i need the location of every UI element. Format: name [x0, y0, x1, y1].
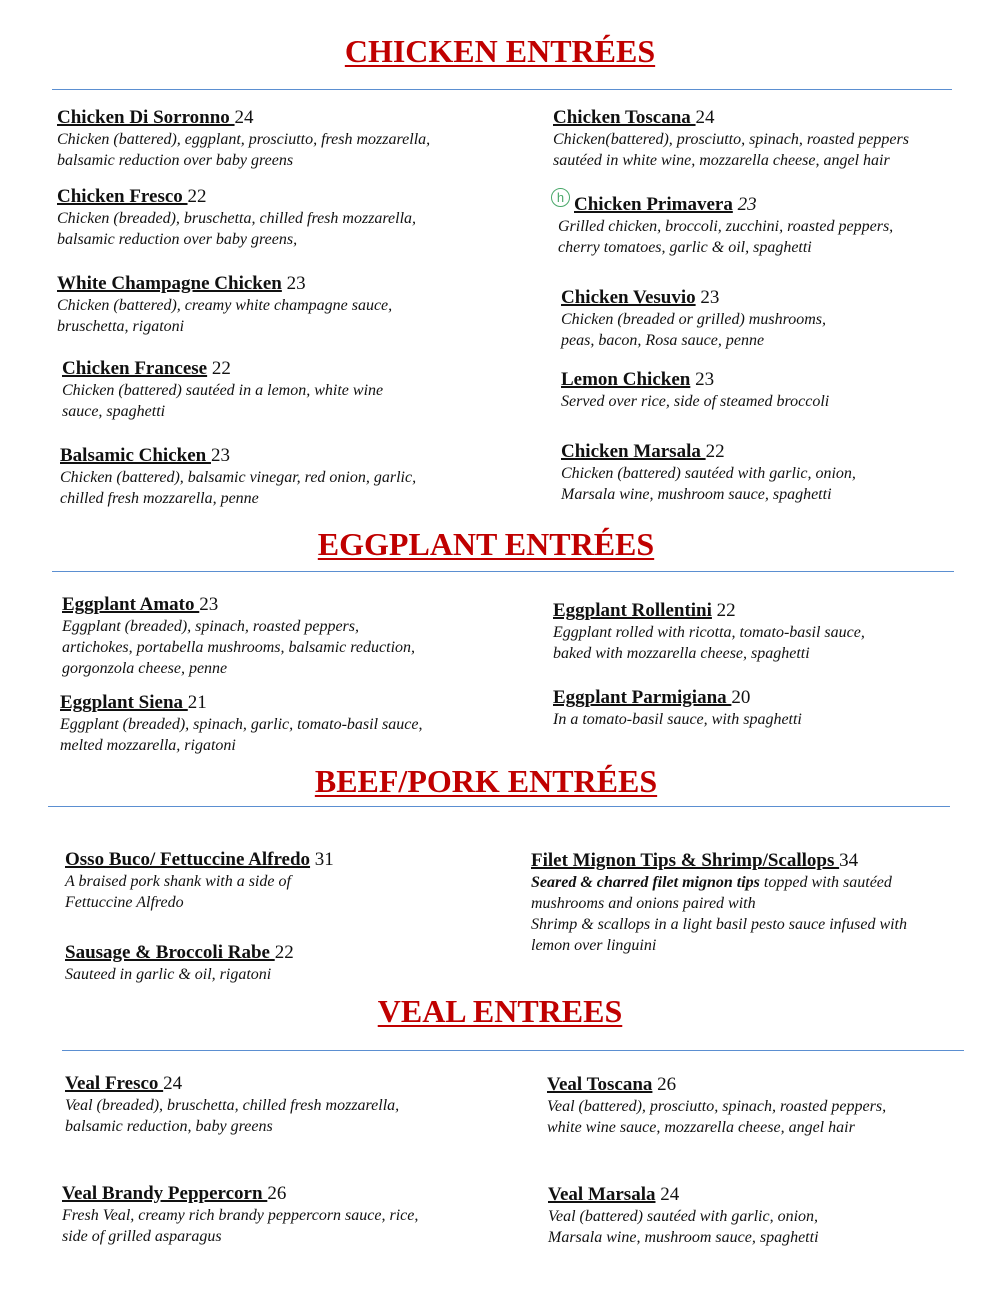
- section-divider: [62, 1050, 964, 1051]
- item-name: Chicken Di Sorronno: [57, 107, 235, 128]
- item-description: Grilled chicken, broccoli, zucchini, roasted peppers,: [558, 218, 894, 235]
- item-name: Chicken Fresco: [57, 186, 188, 207]
- section-heading-eggplant: EGGPLANT ENTRÉES: [317, 526, 655, 562]
- item-description: balsamic reduction, baby greens: [65, 1118, 273, 1135]
- item-price: 23: [281, 273, 306, 294]
- item-name: White Champagne Chicken: [57, 273, 282, 294]
- item-price: 23: [732, 194, 757, 215]
- item-name: Eggplant Amato: [62, 594, 200, 615]
- item-price: 24: [163, 1073, 183, 1094]
- item-description: peas, bacon, Rosa sauce, penne: [561, 332, 765, 349]
- item-price: 22: [705, 441, 725, 462]
- item-name: Balsamic Chicken: [60, 445, 211, 466]
- menu-item: [60, 445, 490, 509]
- item-name: Filet Mignon Tips & Shrimp/Scallops: [531, 850, 840, 871]
- menu-item: [558, 194, 988, 258]
- item-price: 23: [690, 369, 715, 390]
- item-description: balsamic reduction over baby greens: [57, 152, 294, 169]
- item-description: Eggplant (breaded), spinach, garlic, tomato-basil sauce,: [60, 716, 423, 733]
- menu-item: [548, 1184, 978, 1248]
- item-price: 23: [199, 594, 219, 615]
- item-description: melted mozzarella, rigatoni: [60, 737, 236, 754]
- item-description: Marsala wine, mushroom sauce, spaghetti: [548, 1229, 819, 1246]
- menu-item: [553, 107, 983, 171]
- section-divider: [52, 89, 952, 90]
- item-price: 22: [187, 186, 207, 207]
- item-price: 24: [695, 107, 715, 128]
- item-price: 21: [187, 692, 207, 713]
- menu-item: [62, 358, 492, 422]
- item-description: sautéed in white wine, mozzarella cheese, angel hair: [553, 152, 890, 169]
- menu-item: [561, 369, 991, 412]
- item-price: 22: [207, 358, 231, 379]
- item-price: 34: [839, 850, 859, 871]
- item-description-text: topped with sautéed: [759, 874, 892, 891]
- item-description: balsamic reduction over baby greens,: [57, 231, 298, 248]
- item-description: Fettuccine Alfredo: [65, 894, 184, 911]
- item-description: A braised pork shank with a side of: [65, 873, 291, 890]
- item-name: Chicken Primavera: [574, 194, 733, 215]
- section-heading-beef-pork: BEEF/PORK ENTRÉES: [314, 763, 658, 799]
- item-description: mushrooms and onions paired with: [531, 895, 756, 912]
- item-description: Veal (breaded), bruschetta, chilled fresh mozzarella,: [65, 1097, 400, 1114]
- section-heading-chicken: CHICKEN ENTRÉES: [344, 33, 656, 69]
- item-description: Chicken (battered), creamy white champagne sauce,: [57, 297, 393, 314]
- item-name: Osso Buco/ Fettuccine Alfredo: [65, 849, 311, 870]
- item-name: Eggplant Siena: [60, 692, 188, 713]
- item-description: Marsala wine, mushroom sauce, spaghetti: [561, 486, 832, 503]
- item-price: 23: [210, 445, 230, 466]
- menu-item: [553, 600, 983, 664]
- menu-item: [531, 850, 971, 956]
- item-description: lemon over linguini: [531, 937, 657, 954]
- item-price: 26: [267, 1183, 287, 1204]
- item-description: Chicken (battered), eggplant, prosciutto, fresh mozzarella,: [57, 131, 431, 148]
- item-description: Sauteed in garlic & oil, rigatoni: [65, 966, 272, 983]
- item-description: Chicken(battered), prosciutto, spinach, roasted peppers: [553, 131, 909, 148]
- section-divider: [52, 571, 954, 572]
- item-name: Chicken Vesuvio: [561, 287, 696, 308]
- item-name: Veal Brandy Peppercorn: [62, 1183, 268, 1204]
- item-description: cherry tomatoes, garlic & oil, spaghetti: [558, 239, 812, 256]
- item-name: Veal Fresco: [65, 1073, 164, 1094]
- item-description: artichokes, portabella mushrooms, balsamic reduction,: [62, 639, 416, 656]
- section-heading-veal: VEAL ENTREES: [377, 993, 623, 1029]
- menu-item: [561, 287, 991, 351]
- item-description: Shrimp & scallops in a light basil pesto sauce infused with: [531, 916, 907, 933]
- item-name: Chicken Marsala: [561, 441, 706, 462]
- item-description: white wine sauce, mozzarella cheese, angel hair: [547, 1119, 855, 1136]
- item-price: 20: [731, 687, 751, 708]
- item-description: Veal (battered), prosciutto, spinach, roasted peppers,: [547, 1098, 887, 1115]
- item-description: bruschetta, rigatoni: [57, 318, 185, 335]
- item-description: Eggplant (breaded), spinach, roasted peppers,: [62, 618, 359, 635]
- menu-item: [62, 594, 492, 679]
- menu-item: [65, 942, 495, 985]
- item-description: [531, 872, 971, 893]
- item-name: Lemon Chicken: [561, 369, 691, 390]
- menu-item: [57, 273, 487, 337]
- item-price: 26: [652, 1074, 677, 1095]
- menu-item: [60, 692, 490, 756]
- item-name: Sausage & Broccoli Rabe: [65, 942, 275, 963]
- item-description: chilled fresh mozzarella, penne: [60, 490, 259, 507]
- item-description: Chicken (battered) sautéed in a lemon, white wine: [62, 382, 384, 399]
- item-description: sauce, spaghetti: [62, 403, 166, 420]
- item-description: Veal (battered) sautéed with garlic, onion,: [548, 1208, 819, 1225]
- menu-item: [561, 441, 991, 505]
- item-price: 22: [711, 600, 736, 621]
- item-description: In a tomato-basil sauce, with spaghetti: [553, 711, 802, 728]
- item-price: 24: [655, 1184, 680, 1205]
- menu-item: [65, 849, 495, 913]
- menu-item: [553, 687, 983, 730]
- menu-item: [65, 1073, 495, 1137]
- item-price: 22: [274, 942, 294, 963]
- item-description: Chicken (battered) sautéed with garlic, onion,: [561, 465, 856, 482]
- item-price: 23: [695, 287, 720, 308]
- menu-item: [57, 107, 487, 171]
- item-price: 24: [234, 107, 254, 128]
- menu-item: [62, 1183, 492, 1247]
- item-description: Eggplant rolled with ricotta, tomato-basil sauce,: [553, 624, 865, 641]
- section-divider: [48, 806, 950, 807]
- item-description: baked with mozzarella cheese, spaghetti: [553, 645, 810, 662]
- item-name: Eggplant Rollentini: [553, 600, 712, 621]
- item-price: 31: [310, 849, 334, 870]
- item-description: Chicken (breaded or grilled) mushrooms,: [561, 311, 826, 328]
- item-name: Chicken Toscana: [553, 107, 696, 128]
- heart-healthy-badge-icon: h: [551, 188, 570, 207]
- menu-item: [547, 1074, 977, 1138]
- item-name: Chicken Francese: [62, 358, 208, 379]
- item-description: side of grilled asparagus: [62, 1228, 222, 1245]
- menu-item: [57, 186, 487, 250]
- item-description: Chicken (breaded), bruschetta, chilled fresh mozzarella,: [57, 210, 417, 227]
- item-name: Veal Marsala: [548, 1184, 656, 1205]
- item-description: Fresh Veal, creamy rich brandy peppercorn sauce, rice,: [62, 1207, 419, 1224]
- item-highlight: Seared & charred filet mignon tips: [531, 874, 760, 891]
- item-name: Veal Toscana: [547, 1074, 653, 1095]
- item-description: gorgonzola cheese, penne: [62, 660, 228, 677]
- item-name: Eggplant Parmigiana: [553, 687, 732, 708]
- item-description: Chicken (battered), balsamic vinegar, red onion, garlic,: [60, 469, 417, 486]
- item-description: Served over rice, side of steamed broccoli: [561, 393, 830, 410]
